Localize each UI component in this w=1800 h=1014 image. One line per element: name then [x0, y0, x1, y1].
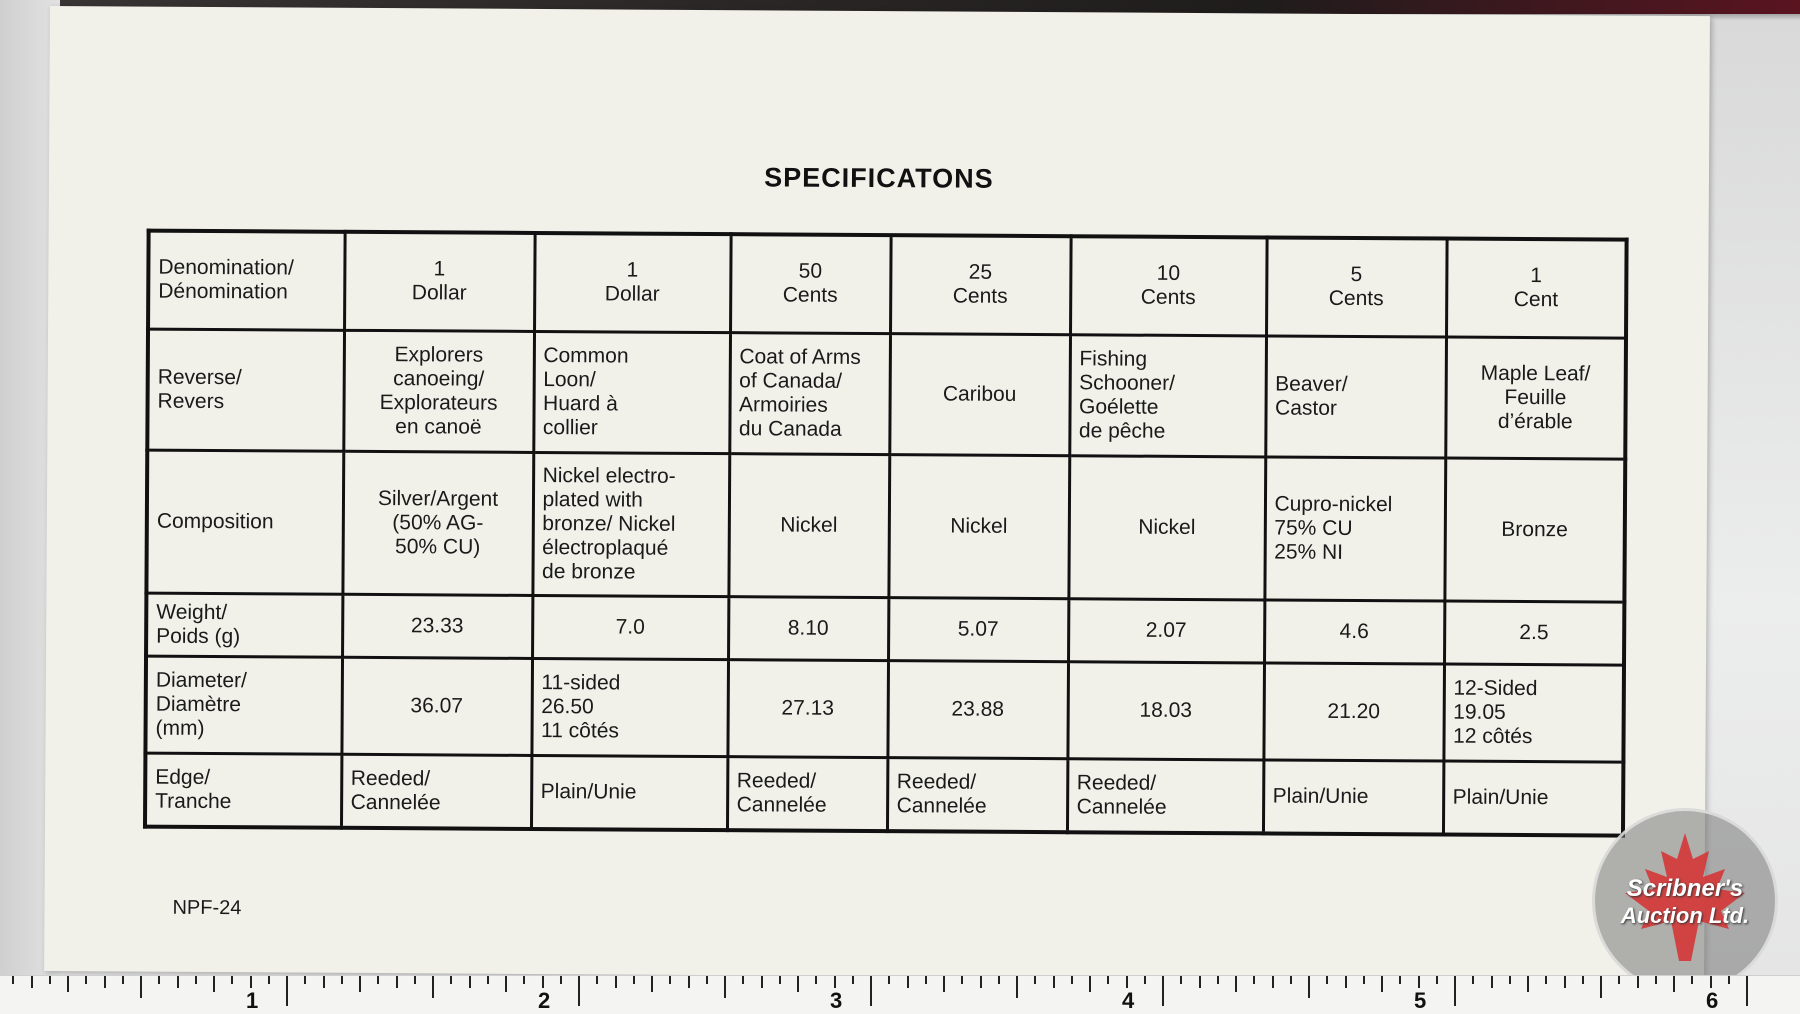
table-row — [146, 450, 1625, 602]
table-cell: 12-Sided 19.05 12 côtés — [1443, 664, 1624, 761]
row-header: Edge/ Tranche — [145, 753, 341, 828]
ruler-tick — [1728, 976, 1730, 984]
ruler-number: 2 — [538, 988, 551, 1013]
ruler-tick — [158, 976, 160, 984]
ruler-tick — [1491, 976, 1493, 988]
ruler-tick — [1399, 976, 1401, 984]
ruler-tick — [943, 976, 945, 992]
table-row — [145, 753, 1623, 836]
ruler-tick — [1071, 976, 1073, 984]
table-cell: Cupro-nickel 75% CU 25% NI — [1264, 457, 1445, 601]
ruler-tick — [852, 976, 854, 984]
ruler-tick — [450, 976, 452, 984]
table-cell: 18.03 — [1067, 662, 1264, 759]
ruler-tick — [1290, 976, 1292, 984]
table-cell: 36.07 — [341, 658, 532, 755]
ruler-tick — [140, 976, 142, 998]
table-cell: Reeded/ Cannelée — [727, 756, 887, 831]
ruler-tick — [1162, 976, 1164, 1006]
ruler-tick — [432, 976, 434, 998]
ruler-tick — [1436, 976, 1438, 984]
table-cell: Reeded/ Cannelée — [341, 754, 531, 829]
table-cell: Reeded/ Cannelée — [1067, 758, 1263, 833]
row-header: Composition — [146, 450, 343, 595]
ruler-tick — [1472, 976, 1474, 984]
ruler-tick — [359, 976, 361, 992]
ruler-tick — [1180, 976, 1182, 984]
ruler-tick — [742, 976, 744, 984]
table-cell: Coat of Arms of Canada/ Armoiries du Canada — [729, 332, 890, 454]
table-cell: Caribou — [889, 333, 1070, 455]
ruler-tick — [651, 976, 653, 992]
ruler-tick — [1144, 976, 1146, 984]
ruler-tick — [268, 976, 270, 984]
row-header: Diameter/ Diamètre (mm) — [145, 657, 342, 754]
ruler-tick — [925, 976, 927, 984]
ruler-tick — [1600, 976, 1602, 998]
ruler-tick — [1235, 976, 1237, 992]
ruler-number: 3 — [830, 988, 843, 1013]
ruler-tick — [797, 976, 799, 992]
table-cell: Plain/Unie — [1263, 760, 1443, 835]
ruler-tick — [231, 976, 233, 984]
ruler-tick — [1126, 976, 1128, 988]
ruler-tick — [177, 976, 179, 988]
ruler-tick — [1691, 976, 1693, 984]
ruler-tick — [633, 976, 635, 984]
ruler-tick — [377, 976, 379, 984]
ruler-tick — [578, 976, 580, 1006]
denomination-cell: 1 Dollar — [534, 233, 731, 332]
table-cell: 2.07 — [1068, 599, 1264, 664]
ruler-tick — [834, 976, 836, 988]
ruler-tick — [706, 976, 708, 984]
ruler-tick — [998, 976, 1000, 984]
ruler-tick — [487, 976, 489, 984]
ruler-tick — [688, 976, 690, 988]
denomination-cell: 5 Cents — [1266, 237, 1447, 336]
form-code: NPF-24 — [172, 896, 242, 920]
table-cell: 8.10 — [728, 597, 888, 661]
spec-card — [44, 6, 1710, 981]
table-cell: 23.88 — [887, 661, 1068, 758]
ruler-tick — [195, 976, 197, 984]
ruler-tick — [1107, 976, 1109, 984]
ruler-tick — [1673, 976, 1675, 992]
table-cell: Plain/Unie — [1443, 761, 1623, 836]
denomination-cell: 1 Dollar — [344, 232, 535, 331]
table-row — [146, 593, 1624, 666]
auction-watermark-seal — [1592, 808, 1778, 994]
spec-table — [143, 229, 1629, 838]
ruler-tick — [1545, 976, 1547, 984]
ruler-tick — [1454, 976, 1456, 1006]
ruler-tick — [1363, 976, 1365, 984]
ruler-tick — [1564, 976, 1566, 988]
ruler-tick — [961, 976, 963, 984]
table-cell: Reeded/ Cannelée — [887, 757, 1067, 832]
ruler-number: 5 — [1414, 988, 1427, 1013]
table-cell: 4.6 — [1264, 600, 1444, 665]
denomination-cell: 10 Cents — [1070, 236, 1267, 335]
ruler-tick — [1326, 976, 1328, 984]
ruler-tick — [505, 976, 507, 992]
ruler-tick — [67, 976, 69, 992]
ruler-number: 6 — [1706, 988, 1719, 1013]
table-cell: Nickel — [728, 453, 889, 597]
table-cell: 11-sided 26.50 11 côtés — [531, 659, 728, 756]
denomination-cell: 25 Cents — [890, 235, 1071, 334]
table-cell: Fishing Schooner/ Goélette de pêche — [1069, 335, 1266, 457]
card-title: SPECIFICATONS — [764, 162, 994, 194]
ruler-tick — [1655, 976, 1657, 984]
ruler-tick — [1217, 976, 1219, 984]
ruler-tick — [414, 976, 416, 984]
ruler-tick — [85, 976, 87, 984]
ruler-tick — [888, 976, 890, 984]
table-cell: Nickel electro- plated with bronze/ Nickel électroplaqué de bronze — [532, 452, 729, 597]
ruler-tick — [1746, 976, 1748, 1006]
ruler-tick — [1582, 976, 1584, 984]
table-cell: 2.5 — [1444, 601, 1624, 666]
ruler-tick — [341, 976, 343, 984]
ruler-tick — [1637, 976, 1639, 988]
ruler-tick — [104, 976, 106, 988]
table-cell: Nickel — [1068, 455, 1265, 600]
denomination-row — [148, 231, 1627, 338]
denomination-cell: 50 Cents — [730, 234, 891, 333]
spec-table-body — [145, 231, 1627, 836]
table-cell: Plain/Unie — [531, 755, 727, 830]
table-cell: Maple Leaf/ Feuille d’érable — [1445, 337, 1626, 459]
ruler-tick — [1618, 976, 1620, 984]
ruler-tick — [1418, 976, 1420, 988]
row-header-denomination: Denomination/ Dénomination — [148, 231, 345, 330]
ruler-tick — [1272, 976, 1274, 988]
ruler-tick — [980, 976, 982, 988]
ruler-tick — [1381, 976, 1383, 992]
ruler-tick — [542, 976, 544, 988]
ruler-tick — [523, 976, 525, 984]
ruler-tick — [1089, 976, 1091, 992]
table-cell: 23.33 — [342, 594, 532, 659]
ruler-tick — [12, 976, 14, 984]
table-row — [147, 329, 1626, 459]
ruler-tick — [1016, 976, 1018, 998]
ruler-tick — [615, 976, 617, 988]
ruler-tick — [815, 976, 817, 984]
ruler-tick — [669, 976, 671, 984]
table-cell: 27.13 — [727, 660, 888, 757]
row-header: Weight/ Poids (g) — [146, 593, 342, 658]
ruler-tick — [1509, 976, 1511, 984]
ruler-tick — [596, 976, 598, 984]
ruler-tick — [286, 976, 288, 1006]
watermark-line2: Auction Ltd. — [1620, 903, 1750, 928]
table-row — [145, 657, 1624, 762]
ruler-tick — [907, 976, 909, 988]
ruler-tick — [1345, 976, 1347, 988]
table-cell: Beaver/ Castor — [1265, 336, 1446, 458]
ruler-tick — [560, 976, 562, 984]
table-cell: Common Loon/ Huard à collier — [533, 331, 730, 453]
ruler-number: 4 — [1122, 988, 1135, 1013]
table-cell: Bronze — [1444, 458, 1625, 602]
ruler-tick — [724, 976, 726, 998]
ruler-tick — [304, 976, 306, 984]
ruler-tick — [1253, 976, 1255, 984]
ruler-number: 1 — [246, 988, 259, 1013]
table-cell: Nickel — [888, 454, 1069, 598]
denomination-cell: 1 Cent — [1446, 239, 1627, 338]
ruler-tick — [1199, 976, 1201, 988]
table-cell: Silver/Argent (50% AG- 50% CU) — [342, 451, 533, 596]
table-cell: 7.0 — [532, 595, 728, 660]
ruler-tick — [779, 976, 781, 984]
table-cell: Explorers canoeing/ Explorateurs en canoë — [343, 330, 534, 452]
ruler-tick — [1308, 976, 1310, 998]
ruler-tick — [1527, 976, 1529, 992]
table-cell: 21.20 — [1263, 663, 1444, 760]
ruler-tick — [1710, 976, 1712, 988]
ruler-tick — [396, 976, 398, 988]
ruler-tick — [870, 976, 872, 1006]
ruler-tick — [122, 976, 124, 984]
ruler-tick — [250, 976, 252, 988]
ruler-tick — [761, 976, 763, 988]
ruler-tick — [31, 976, 33, 988]
ruler-tick — [213, 976, 215, 992]
measuring-ruler — [0, 975, 1800, 1014]
ruler-tick — [49, 976, 51, 984]
row-header: Reverse/ Revers — [147, 329, 344, 451]
ruler-tick — [1053, 976, 1055, 988]
ruler-tick — [323, 976, 325, 988]
ruler-tick — [1034, 976, 1036, 984]
table-cell: 5.07 — [888, 598, 1068, 663]
watermark-line1: Scribner's — [1626, 875, 1744, 902]
ruler-tick — [469, 976, 471, 988]
